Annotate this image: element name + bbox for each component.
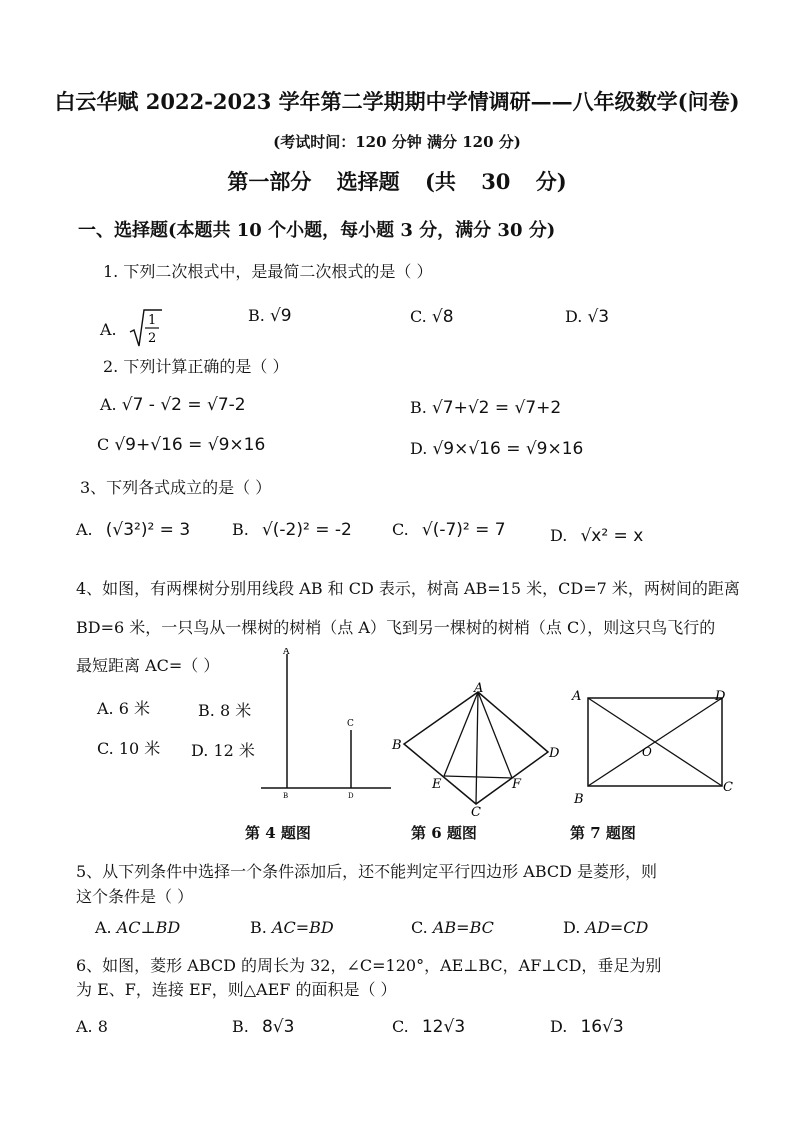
- figure-4-caption: 第 4 题图: [245, 824, 311, 842]
- q4-option-c-expr: 10 米: [118, 739, 161, 758]
- q5-option-b-label: B.: [250, 918, 267, 937]
- question-2-stem: 2. 下列计算正确的是（ ）: [103, 357, 289, 376]
- exam-info: (考试时间：120 分钟 满分 120 分): [273, 133, 521, 151]
- q3-option-d-label: D.: [550, 526, 568, 545]
- q6-option-b-label: B.: [232, 1017, 249, 1036]
- svg-text:2: 2: [147, 331, 157, 346]
- q5-option-d-expr: AD=CD: [585, 918, 649, 937]
- q6-option-d-label: D.: [550, 1017, 568, 1036]
- q2-option-c[interactable]: [97, 435, 265, 455]
- q1-option-d-label: D.: [565, 307, 583, 326]
- q4-option-a-expr: 6 米: [118, 699, 151, 718]
- q6-option-b-expr: 8√3: [261, 1017, 295, 1037]
- q3-option-b-label: B.: [232, 520, 249, 539]
- q6-option-a-expr: 8: [97, 1017, 108, 1036]
- question-4-stem-line-1: 4、如图，有两棵树分别用线段 AB 和 CD 表示，树高 AB=15 米，CD=7 米，两树间的距离: [76, 579, 740, 598]
- fig6-label-e: E: [432, 777, 442, 792]
- question-5-stem-line-1: 5、从下列条件中选择一个条件添加后，还不能判定平行四边形 ABCD 是菱形，则: [76, 862, 658, 881]
- q4-option-d[interactable]: [191, 738, 255, 761]
- q1-option-c-label: C.: [410, 307, 427, 326]
- q1-option-a-radical: [128, 308, 164, 348]
- q5-option-c-expr: AB=BC: [432, 918, 494, 937]
- fig7-label-c: C: [723, 780, 733, 795]
- fig7-label-a: A: [572, 689, 582, 704]
- q2-option-c-expr: √9+√16 = √9×16: [114, 435, 266, 455]
- q2-option-a-expr: √7 - √2 = √7-2: [121, 395, 246, 415]
- figure-7-caption: 第 7 题图: [570, 824, 636, 842]
- fig6-label-f: F: [512, 777, 522, 792]
- q1-option-b-expr: √9: [269, 306, 292, 326]
- q2-option-b-label: B.: [410, 398, 427, 417]
- fig4-label-d: D: [348, 792, 354, 798]
- fig6-label-c: C: [471, 805, 481, 817]
- q4-option-d-label: D.: [191, 741, 209, 760]
- section-heading: 一、选择题(本题共 10 个小题，每小题 3 分，满分 30 分): [78, 220, 556, 241]
- q2-option-b[interactable]: [410, 398, 561, 418]
- question-1-stem: 1. 下列二次根式中，是最简二次根式的是（ ）: [103, 262, 433, 281]
- q2-option-a-label: A.: [100, 395, 117, 414]
- fig6-label-a: A: [474, 682, 484, 696]
- q5-option-b-expr: AC=BD: [271, 918, 334, 937]
- q1-option-b-label: B.: [248, 306, 265, 325]
- question-6-stem-line-1: 6、如图，菱形 ABCD 的周长为 32，∠C=120°，AE⊥BC，AF⊥CD，垂足为别: [76, 956, 662, 975]
- q2-option-a[interactable]: [100, 395, 246, 415]
- question-4-stem-line-2: BD=6 米，一只鸟从一棵树的树梢（点 A）飞到另一棵树的树梢（点 C），则这只鸟飞行的: [76, 618, 716, 637]
- q6-option-c[interactable]: [392, 1017, 465, 1037]
- q5-option-b[interactable]: [250, 918, 334, 937]
- q4-option-a[interactable]: [97, 696, 150, 719]
- q5-option-d[interactable]: [563, 918, 648, 937]
- q4-option-b[interactable]: [198, 698, 251, 721]
- q4-option-b-label: B.: [198, 701, 215, 720]
- q1-option-d-expr: √3: [587, 307, 610, 327]
- q6-option-a-label: A.: [76, 1017, 93, 1036]
- q2-option-b-expr: √7+√2 = √7+2: [431, 398, 562, 418]
- q5-option-c[interactable]: [411, 918, 494, 937]
- q1-option-a-label: A.: [100, 320, 117, 339]
- q1-option-c[interactable]: [410, 307, 454, 327]
- q5-option-a[interactable]: [95, 918, 180, 937]
- q3-option-a[interactable]: [76, 520, 190, 540]
- q1-option-c-expr: √8: [431, 307, 454, 327]
- q3-option-a-label: A.: [76, 520, 93, 539]
- q4-option-b-expr: 8 米: [219, 701, 252, 720]
- q3-option-c-expr: √(-7)² = 7: [421, 520, 506, 540]
- q6-option-c-label: C.: [392, 1017, 409, 1036]
- q4-option-c[interactable]: [97, 736, 160, 759]
- q6-option-c-expr: 12√3: [421, 1017, 466, 1037]
- q3-option-a-expr: (√3²)² = 3: [105, 520, 191, 540]
- fig7-label-d: D: [715, 689, 726, 704]
- q5-option-a-label: A.: [95, 918, 112, 937]
- figure-7: [568, 684, 738, 806]
- part-heading: 第一部分 选择题 (共 30 分): [227, 169, 567, 194]
- q4-option-c-label: C.: [97, 739, 114, 758]
- question-5-stem-line-2: 这个条件是（ ）: [76, 887, 194, 906]
- q4-option-a-label: A.: [97, 699, 114, 718]
- svg-text:1: 1: [147, 313, 157, 328]
- q1-option-b[interactable]: [248, 306, 292, 326]
- q3-option-d-expr: √x² = x: [580, 526, 644, 546]
- question-4-stem-line-3: 最短距离 AC=（ ）: [76, 656, 220, 675]
- fig7-label-b: B: [574, 792, 584, 806]
- q4-option-d-expr: 12 米: [213, 741, 255, 760]
- figure-6-caption: 第 6 题图: [411, 824, 477, 842]
- page-title: 白云华赋 2022-2023 学年第二学期期中学情调研——八年级数学(问卷): [54, 89, 740, 114]
- q1-option-a-expr: [128, 308, 164, 353]
- q6-option-b[interactable]: [232, 1017, 294, 1037]
- q3-option-b-expr: √(-2)² = -2: [261, 520, 352, 540]
- q2-option-d-expr: √9×√16 = √9×16: [432, 439, 584, 459]
- fig7-label-o: O: [642, 745, 652, 759]
- q1-option-d[interactable]: [565, 307, 609, 327]
- fig4-label-b: B: [283, 792, 289, 798]
- q3-option-c-label: C.: [392, 520, 409, 539]
- q2-option-c-label: C: [97, 435, 110, 454]
- fig4-label-c: C: [347, 719, 354, 729]
- fig6-label-d: D: [549, 746, 560, 761]
- q6-option-a[interactable]: [76, 1017, 108, 1036]
- q2-option-d-label: D.: [410, 439, 428, 458]
- figure-6: [388, 682, 568, 817]
- q6-option-d[interactable]: [550, 1017, 624, 1037]
- question-3-stem: 3、下列各式成立的是（ ）: [80, 478, 272, 497]
- q6-option-d-expr: 16√3: [580, 1017, 624, 1037]
- q2-option-d[interactable]: [410, 439, 583, 459]
- fig4-label-a: A: [283, 648, 290, 657]
- q3-option-b[interactable]: [232, 520, 352, 540]
- q5-option-c-label: C.: [411, 918, 428, 937]
- q3-option-c[interactable]: [392, 520, 506, 540]
- fig6-label-b: B: [392, 738, 402, 753]
- q1-option-a[interactable]: [100, 308, 164, 353]
- question-6-stem-line-2: 为 E、F，连接 EF，则△AEF 的面积是（ ）: [76, 980, 397, 999]
- figure-4: [255, 648, 395, 798]
- q5-option-a-expr: AC⊥BD: [116, 918, 181, 937]
- q3-option-d[interactable]: [550, 526, 643, 546]
- q5-option-d-label: D.: [563, 918, 581, 937]
